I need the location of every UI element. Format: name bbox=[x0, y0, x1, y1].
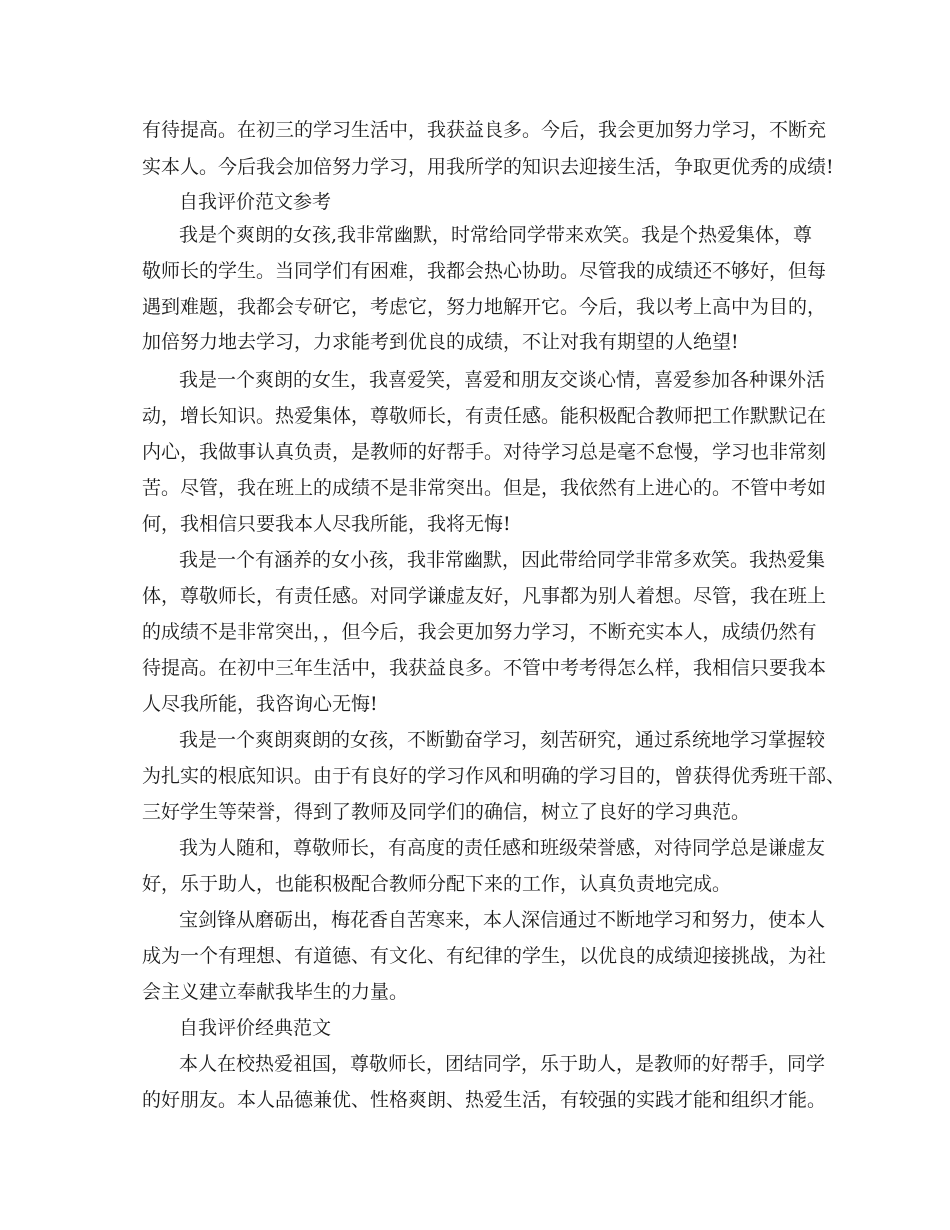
section-heading: 自我评价范文参考 bbox=[179, 191, 332, 213]
text-line: 敬师长的学生。当同学们有困难，我都会热心协助。尽管我的成绩还不够好，但每 bbox=[142, 260, 827, 282]
text-line: 会主义建立奉献我毕生的力量。 bbox=[142, 981, 409, 1003]
text-line: 动，增长知识。热爱集体，尊敬师长，有责任感。能积极配合教师把工作默默记在 bbox=[142, 405, 827, 427]
paragraph-line: 宝剑锋从磨砺出，梅花香自苦寒来，本人深信通过不断地学习和努力，使本人 bbox=[179, 909, 826, 931]
text-line: 内心，我做事认真负责，是教师的好帮手。对待学习总是毫不怠慢，学习也非常刻 bbox=[142, 441, 827, 463]
section-heading: 自我评价经典范文 bbox=[179, 1017, 332, 1039]
text-line: 的好朋友。本人品德兼优、性格爽朗、热爱生活，有较强的实践才能和组织才能。 bbox=[142, 1089, 827, 1111]
text-line: 三好学生等荣誉，得到了教师及同学们的确信，树立了良好的学习典范。 bbox=[142, 801, 751, 823]
paragraph-line: 我是一个爽朗爽朗的女孩，不断勤奋学习，刻苦研究，通过系统地学习掌握较 bbox=[179, 729, 826, 751]
text-line: 实本人。今后我会加倍努力学习，用我所学的知识去迎接生活，争取更优秀的成绩! bbox=[142, 156, 834, 178]
text-line: 苦。尽管，我在班上的成绩不是非常突出。但是，我依然有上进心的。不管中考如 bbox=[142, 477, 827, 499]
text-line: 待提高。在初中三年生活中，我获益良多。不管中考考得怎么样，我相信只要我本 bbox=[142, 657, 827, 679]
text-line: 遇到难题，我都会专研它，考虑它，努力地解开它。今后，我以考上高中为目的， bbox=[142, 296, 827, 318]
paragraph-line: 本人在校热爱祖国，尊敬师长，团结同学，乐于助人，是教师的好帮手，同学 bbox=[179, 1053, 826, 1075]
text-line: 成为一个有理想、有道德、有文化、有纪律的学生，以优良的成绩迎接挑战，为社 bbox=[142, 945, 827, 967]
text-line: 何，我相信只要我本人尽我所能，我将无悔! bbox=[142, 513, 511, 535]
text-line: 人尽我所能，我咨询心无悔! bbox=[142, 693, 378, 715]
text-line: 的成绩不是非常突出，，但今后，我会更加努力学习，不断充实本人，成绩仍然有 bbox=[142, 621, 817, 643]
text-line: 体，尊敬师长，有责任感。对同学谦虚友好，凡事都为别人着想。尽管，我在班上 bbox=[142, 585, 827, 607]
text-line: 加倍努力地去学习，力求能考到优良的成绩，不让对我有期望的人绝望! bbox=[142, 331, 739, 353]
text-line: 有待提高。在初三的学习生活中，我获益良多。今后，我会更加努力学习，不断充 bbox=[142, 119, 827, 141]
text-line: 好，乐于助人，也能积极配合教师分配下来的工作，认真负责地完成。 bbox=[142, 873, 732, 895]
paragraph-line: 我是一个爽朗的女生，我喜爱笑，喜爱和朋友交谈心情，喜爱参加各种课外活 bbox=[179, 369, 826, 391]
paragraph-line: 我为人随和，尊敬师长，有高度的责任感和班级荣誉感，对待同学总是谦虚友 bbox=[179, 837, 826, 859]
paragraph-line: 我是一个有涵养的女小孩，我非常幽默，因此带给同学非常多欢笑。我热爱集 bbox=[179, 549, 826, 571]
paragraph-line: 我是个爽朗的女孩,我非常幽默，时常给同学带来欢笑。我是个热爱集体，尊 bbox=[179, 224, 813, 246]
text-line: 为扎实的根底知识。由于有良好的学习作风和明确的学习目的，曾获得优秀班干部、 bbox=[142, 765, 846, 787]
